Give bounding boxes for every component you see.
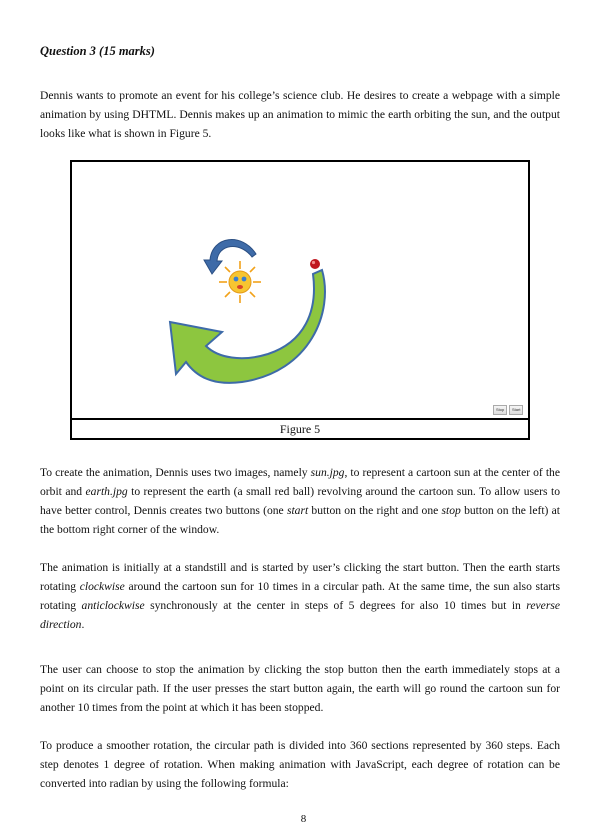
rotation-paragraph: The animation is initially at a standstill and is started by user’s clicking the start button. Then the earth starts rotating clockwise around the cartoon sun for 10 times in a circular path. At the same time, the sun also starts rotating anticlockwise synchronously at the center in steps of 5 degrees for also 10 times but in reverse direction. [40,561,560,631]
smooth-rotation-paragraph: To produce a smoother rotation, the circular path is divided into 360 sections represented by 360 steps. Each step denotes 1 degree of rotation. When making animation with JavaScript, each degree of rotation can be converted into radian by using the following formula: [40,739,560,790]
stop-paragraph: The user can choose to stop the animation by clicking the stop button then the earth immediately stops at a point on its circular path. If the user presses the start button again, the earth will go round the cartoon sun for another 10 times from the point at which it has been stopped. [40,663,560,714]
figure-stop-button[interactable]: Stop [493,405,507,415]
sun-filename: sun.jpg [310,466,345,479]
figure-5 [70,160,530,440]
orbit-illustration [72,162,528,418]
intro-paragraph: Dennis wants to promote an event for his college’s science club. He desires to create a webpage with a simple animation by using DHTML. Dennis makes up an animation to mimic the earth orbiting the sun, and the output looks like what is shown in Figure 5. [40,89,560,140]
earth-filename: earth.jpg [85,485,128,498]
figure-caption: Figure 5 [279,422,321,436]
figure-start-button[interactable]: Start [509,405,523,415]
question-heading: Question 3 (15 marks) [40,44,155,58]
images-paragraph: To create the animation, Dennis uses two images, namely sun.jpg, to represent a cartoon sun at the center of the orbit and earth.jpg to represent the earth (a small red ball) revolving around the cartoon sun. To allow users to have better control, Dennis creates two buttons (one start button on the right and one stop button on the left) at the bottom right corner of the window. [40,466,561,536]
page-number: 8 [300,813,307,825]
cartoon-sun-icon [219,261,261,303]
blue-curved-arrow-icon [204,240,256,274]
earth-ball-icon [310,259,320,269]
animation-canvas [72,162,528,420]
